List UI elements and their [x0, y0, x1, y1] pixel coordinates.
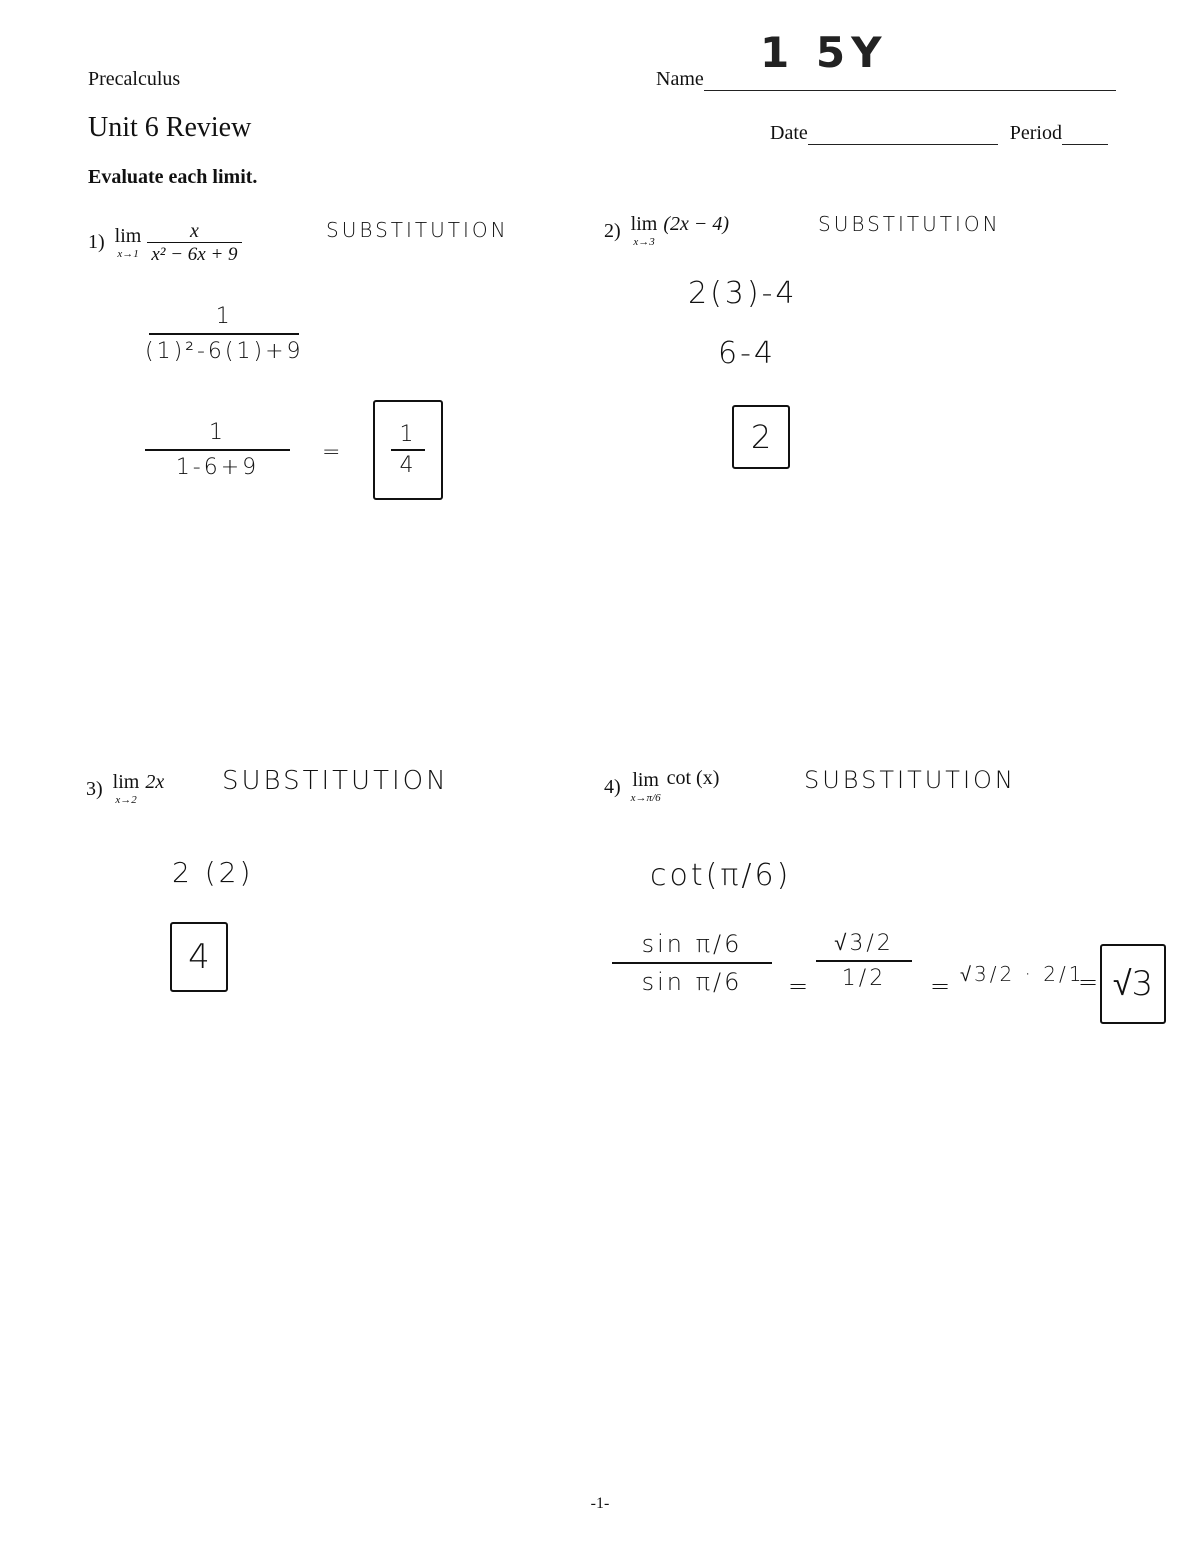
problem-number: 2) [604, 219, 621, 242]
date-line [808, 124, 998, 145]
period-label: Period [1009, 122, 1062, 144]
limit-fraction [147, 220, 241, 266]
instructions: Evaluate each limit. [88, 166, 258, 188]
date-label: Date [770, 122, 808, 144]
limit-expression: (2x − 4) [663, 212, 730, 235]
answer-box: 2 [732, 405, 790, 469]
work-step-1 [145, 304, 304, 364]
course-name: Precalculus [88, 68, 181, 90]
answer-bar [391, 449, 425, 451]
work-step-2 [612, 930, 772, 996]
limit-operator [115, 226, 142, 260]
student-name-handwritten: 1 5Y [760, 28, 888, 77]
equals-sign: = [788, 972, 812, 1000]
problem-number: 4) [604, 775, 621, 798]
period-line [1062, 124, 1108, 145]
work-step-1: 2 (2) [172, 856, 254, 889]
method-label: SUBSTITUTION [326, 218, 509, 242]
work-step-1: 2(3)-4 [688, 276, 798, 311]
numerator: x [190, 220, 199, 242]
fraction-bar [149, 333, 299, 335]
method-label: SUBSTITUTION [818, 212, 1001, 236]
limit-operator [631, 770, 661, 804]
step-numerator: 1 [209, 420, 226, 445]
equals-sign-3: = [1078, 968, 1102, 996]
step-denominator: sin π/6 [641, 968, 743, 996]
step-denominator: 1/2 [841, 966, 887, 991]
answer-box [373, 400, 443, 500]
limit-operator [113, 772, 140, 806]
answer-numerator: 1 [399, 422, 417, 447]
work-step-4: √3/2 · 2/1 [960, 962, 1085, 986]
problem-1 [88, 220, 242, 266]
answer-box: √3 [1100, 944, 1166, 1024]
lim-word: lim [114, 224, 142, 247]
step-denominator: (1)²-6(1)+9 [145, 339, 304, 364]
equals-sign-2: = [930, 972, 954, 1000]
problem-4 [604, 766, 720, 804]
work-step-2 [145, 420, 290, 480]
limit-operator [631, 214, 658, 248]
work-step-1: cot(π/6) [650, 858, 792, 893]
lim-subscript: x→3 [633, 236, 655, 248]
problem-number: 3) [86, 777, 103, 800]
fraction-bar [816, 960, 912, 962]
method-label: SUBSTITUTION [804, 766, 1016, 794]
limit-expression: cot (x) [666, 766, 720, 789]
problem-3 [86, 772, 164, 806]
lim-word: lim [630, 213, 658, 235]
problem-number: 1) [88, 231, 105, 254]
date-period-field [770, 122, 1108, 145]
fraction-bar [145, 449, 290, 451]
problem-2 [604, 214, 729, 248]
lim-subscript: x→π/6 [630, 792, 661, 804]
work-step-3 [816, 930, 912, 991]
lim-subscript: x→1 [117, 247, 139, 260]
limit-expression: 2x [145, 770, 165, 793]
denominator: x² − 6x + 9 [147, 242, 241, 266]
work-step-2: 6-4 [718, 336, 776, 371]
step-numerator: 1 [215, 304, 233, 329]
fraction-bar [612, 962, 772, 964]
step-numerator: sin π/6 [641, 930, 743, 958]
page-title: Unit 6 Review [88, 112, 252, 143]
name-label: Name [656, 68, 704, 90]
page-number: -1- [590, 1495, 610, 1512]
lim-word: lim [632, 769, 659, 791]
answer-denominator: 4 [399, 453, 417, 478]
step-numerator: √3/2 [834, 931, 894, 956]
answer-box: 4 [170, 922, 228, 992]
lim-subscript: x→2 [115, 794, 137, 806]
equals-sign: = [322, 440, 344, 465]
step-denominator: 1-6+9 [175, 455, 260, 480]
lim-word: lim [112, 771, 140, 793]
method-label: SUBSTITUTION [222, 766, 449, 796]
